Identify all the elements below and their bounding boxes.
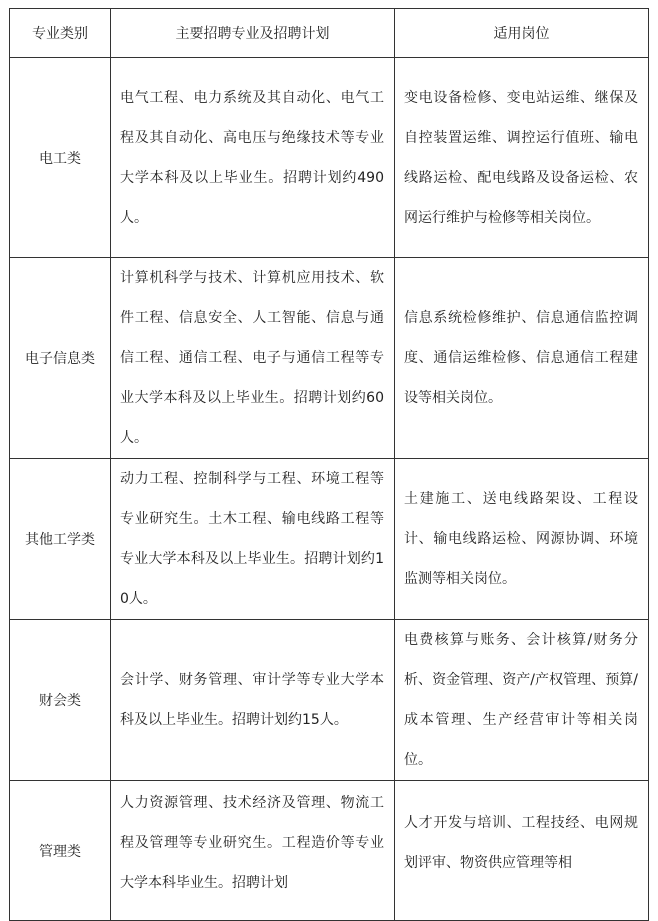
majors-cell: 人力资源管理、技术经济及管理、物流工程及管理等专业研究生。工程造价等专业大学本科毕业生。招聘计划 bbox=[111, 781, 395, 921]
category-cell: 电工类 bbox=[10, 58, 111, 258]
table-row bbox=[10, 459, 649, 620]
majors-cell: 会计学、财务管理、审计学等专业大学本科及以上毕业生。招聘计划约15人。 bbox=[111, 620, 395, 781]
majors-cell: 动力工程、控制科学与工程、环境工程等专业研究生。土木工程、输电线路工程等专业大学本科及以上毕业生。招聘计划约10人。 bbox=[111, 459, 395, 620]
positions-cell: 电费核算与账务、会计核算/财务分析、资金管理、资产/产权管理、预算/成本管理、生产经营审计等相关岗位。 bbox=[395, 620, 649, 781]
positions-cell: 信息系统检修维护、信息通信监控调度、通信运维检修、信息通信工程建设等相关岗位。 bbox=[395, 258, 649, 459]
category-cell: 财会类 bbox=[10, 620, 111, 781]
category-cell: 其他工学类 bbox=[10, 459, 111, 620]
header-majors: 主要招聘专业及招聘计划 bbox=[111, 9, 395, 58]
positions-cell: 人才开发与培训、工程技经、电网规划评审、物资供应管理等相 bbox=[395, 781, 649, 921]
majors-cell: 电气工程、电力系统及其自动化、电气工程及其自动化、高电压与绝缘技术等专业大学本科及以上毕业生。招聘计划约490人。 bbox=[111, 58, 395, 258]
category-cell: 管理类 bbox=[10, 781, 111, 921]
recruitment-table bbox=[9, 8, 649, 921]
table-row bbox=[10, 781, 649, 921]
majors-cell: 计算机科学与技术、计算机应用技术、软件工程、信息安全、人工智能、信息与通信工程、通信工程、电子与通信工程等专业大学本科及以上毕业生。招聘计划约60人。 bbox=[111, 258, 395, 459]
table-row bbox=[10, 58, 649, 258]
header-category: 专业类别 bbox=[10, 9, 111, 58]
positions-cell: 变电设备检修、变电站运维、继保及自控装置运维、调控运行值班、输电线路运检、配电线路及设备运检、农网运行维护与检修等相关岗位。 bbox=[395, 58, 649, 258]
table-row bbox=[10, 620, 649, 781]
table-header-row bbox=[10, 9, 649, 58]
table-row bbox=[10, 258, 649, 459]
header-positions: 适用岗位 bbox=[395, 9, 649, 58]
positions-cell: 土建施工、送电线路架设、工程设计、输电线路运检、网源协调、环境监测等相关岗位。 bbox=[395, 459, 649, 620]
category-cell: 电子信息类 bbox=[10, 258, 111, 459]
